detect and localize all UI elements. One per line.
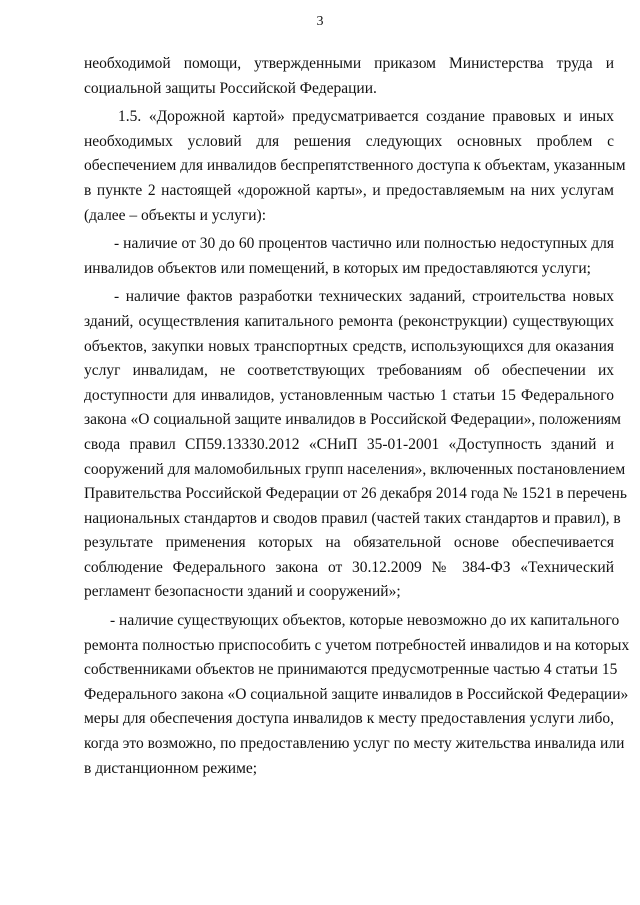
text-line: регламент безопасности зданий и сооружений»; [84,583,401,601]
text-line: в пункте 2 настоящей «дорожной карты», и предоставляемым на них услугам [84,181,614,199]
document-body [84,52,630,781]
text-line: 1.5. «Дорожной картой» предусматривается создание правовых и иных [118,108,614,126]
text-line: обеспечением для инвалидов беспрепятственного доступа к объектам, указанным [84,157,626,175]
text-line: когда это возможно, по предоставлению услуг по месту жительства инвалида или [84,735,625,753]
text-line: результате применения которых на обязательной основе обеспечивается [84,534,614,552]
text-line: доступности для инвалидов, установленным частью 1 статьи 15 Федерального [84,386,614,404]
text-line: собственниками объектов не принимаются предусмотренные частью 4 статьи 15 [84,661,618,679]
paragraph-intro-continuation [84,52,614,101]
text-line: сооружений для маломобильных групп населения», включенных постановлением [84,460,626,478]
text-line: свода правил СП59.13330.2012 «СНиП 35-01-2001 «Доступность зданий и [84,435,614,453]
text-line: национальных стандартов и сводов правил (частей таких стандартов и правил), в [84,509,621,527]
list-item-existing-objects [84,609,630,781]
text-line: (далее – объекты и услуги): [84,206,266,224]
text-line: соблюдение Федерального закона от 30.12.2009 № 384-ФЗ «Технический [84,558,614,576]
text-line: объектов, закупки новых транспортных средств, использующихся для оказания [84,337,614,355]
text-line: Федерального закона «О социальной защите инвалидов в Российской Федерации» [84,685,629,703]
text-line: необходимой помощи, утвержденными приказом Министерства труда и [84,55,614,72]
page-number: 3 [316,14,324,29]
paragraph-1-5 [84,105,626,228]
text-line: - наличие от 30 до 60 процентов частично или полностью недоступных для [114,235,614,253]
text-line: инвалидов объектов или помещений, в которых им предоставляются услуги; [84,259,591,277]
text-line: зданий, осуществления капитального ремонта (реконструкции) существующих [84,312,614,330]
text-line: - наличие фактов разработки технических заданий, строительства новых [114,288,614,306]
text-line: Правительства Российской Федерации от 26 декабря 2014 года № 1521 в перечень [84,485,627,503]
text-line: меры для обеспечения доступа инвалидов к месту предоставления услуги либо, [84,710,614,728]
text-line: закона «О социальной защите инвалидов в Российской Федерации», положениям [84,411,621,429]
text-line: необходимых условий для решения следующих основных проблем с [84,132,614,150]
text-line: услуг инвалидам, не соответствующих требованиям об обеспечении их [84,362,614,380]
text-line: в дистанционном режиме; [84,759,258,777]
list-item-technical-requirements [84,285,627,605]
list-item-inaccessible-objects [84,232,614,281]
text-line: ремонта полностью приспособить с учетом потребностей инвалидов и на которых [84,636,630,654]
text-line: - наличие существующих объектов, которые невозможно до их капитального [110,612,620,630]
text-line: социальной защиты Российской Федерации. [84,79,377,97]
